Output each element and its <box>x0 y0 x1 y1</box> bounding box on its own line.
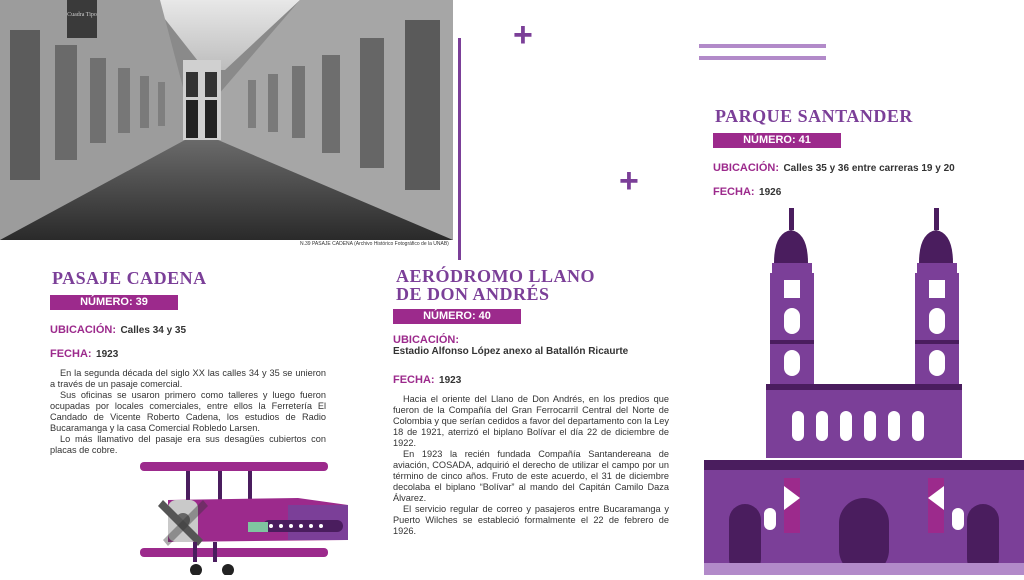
plus-icon: + <box>619 162 639 200</box>
paragraph: En 1923 la recién fundada Compañía Santandereana de aviación, COSADA, adquirió el derecho de utilizar el campo por un término de cinco años. Fruto de este acuerdo, el 31 de diciembre decolaba el biplano “Bolívar” al mando del Capitán Camilo Daza Álvarez. <box>393 449 669 503</box>
parque-location <box>713 158 955 176</box>
location-label: UBICACIÓN: <box>713 162 779 174</box>
date-value: 1923 <box>439 375 462 386</box>
aerodromo-number-badge: NÚMERO: 40 <box>393 309 521 324</box>
pasaje-title: PASAJE CADENA <box>52 268 207 288</box>
corridor-photo-illustration <box>0 0 453 240</box>
photo-caption: N.39 PASAJE CADENA (Archivo Histórico Fotográfico de la UNAB) <box>300 241 449 247</box>
vertical-divider <box>458 38 461 260</box>
date-value: 1923 <box>96 349 119 360</box>
plus-icon: + <box>513 16 533 54</box>
pasaje-date <box>50 344 118 362</box>
pasaje-description <box>50 368 326 456</box>
paragraph: Lo más llamativo del pasaje era sus desagües cubiertos con placas de cobre. <box>50 434 326 455</box>
aerodromo-date <box>393 370 461 388</box>
paragraph: El servicio regular de correo y pasajeros entre Bucaramanga y Puerto Wilches se estableció formalmente el 22 de febrero de 1926. <box>393 504 669 536</box>
pasaje-location <box>50 320 186 338</box>
location-value: Calles 35 y 36 entre carreras 19 y 20 <box>783 163 955 174</box>
aerodromo-location <box>393 334 653 357</box>
location-value: Calles 34 y 35 <box>120 325 187 336</box>
date-value: 1926 <box>759 187 782 198</box>
photo-sign-text: Cuadra Tipo <box>67 12 97 18</box>
pasaje-number-badge: NÚMERO: 39 <box>50 295 178 310</box>
pasaje-cadena-photo <box>0 0 453 240</box>
cathedral-illustration <box>704 208 1024 575</box>
parque-number-badge: NÚMERO: 41 <box>713 133 841 148</box>
paragraph: Sus oficinas se usaron primero como talleres y luego fueron ocupadas por locales comerciales, entre ellos la Ferretería El Candado de Vicente Roberto Cadena, los estudios de Radio Bucaramanga y la casa Comercial Robledo Larsen. <box>50 390 326 433</box>
aerodromo-description <box>393 394 669 537</box>
aerodromo-title <box>396 267 595 303</box>
date-label: FECHA: <box>713 186 755 198</box>
location-value: Estadio Alfonso López anexo al Batallón Ricaurte <box>393 346 629 357</box>
parque-title: PARQUE SANTANDER <box>715 106 913 126</box>
parque-date <box>713 182 781 200</box>
location-label: UBICACIÓN: <box>393 334 459 346</box>
date-label: FECHA: <box>393 374 435 386</box>
decorative-line <box>699 56 826 60</box>
date-label: FECHA: <box>50 348 92 360</box>
aerodromo-title-line: AERÓDROMO LLANO <box>396 266 596 286</box>
paragraph: En la segunda década del siglo XX las calles 34 y 35 se unieron a través de un pasaje comercial. <box>50 368 326 389</box>
paragraph: Hacia el oriente del Llano de Don Andrés, en los predios que fueron de la Compañía del Gran Ferrocarril Central del Norte de Colombia y que serían cedidos a favor del departamento con la Ley 18 de 1921, aterrizó el biplano Bolívar el día 22 de diciembre de 1922. <box>393 394 669 448</box>
decorative-line <box>699 44 826 48</box>
biplane-illustration <box>138 460 353 575</box>
location-label: UBICACIÓN: <box>50 324 116 336</box>
aerodromo-title-line: DE DON ANDRÉS <box>396 284 550 304</box>
